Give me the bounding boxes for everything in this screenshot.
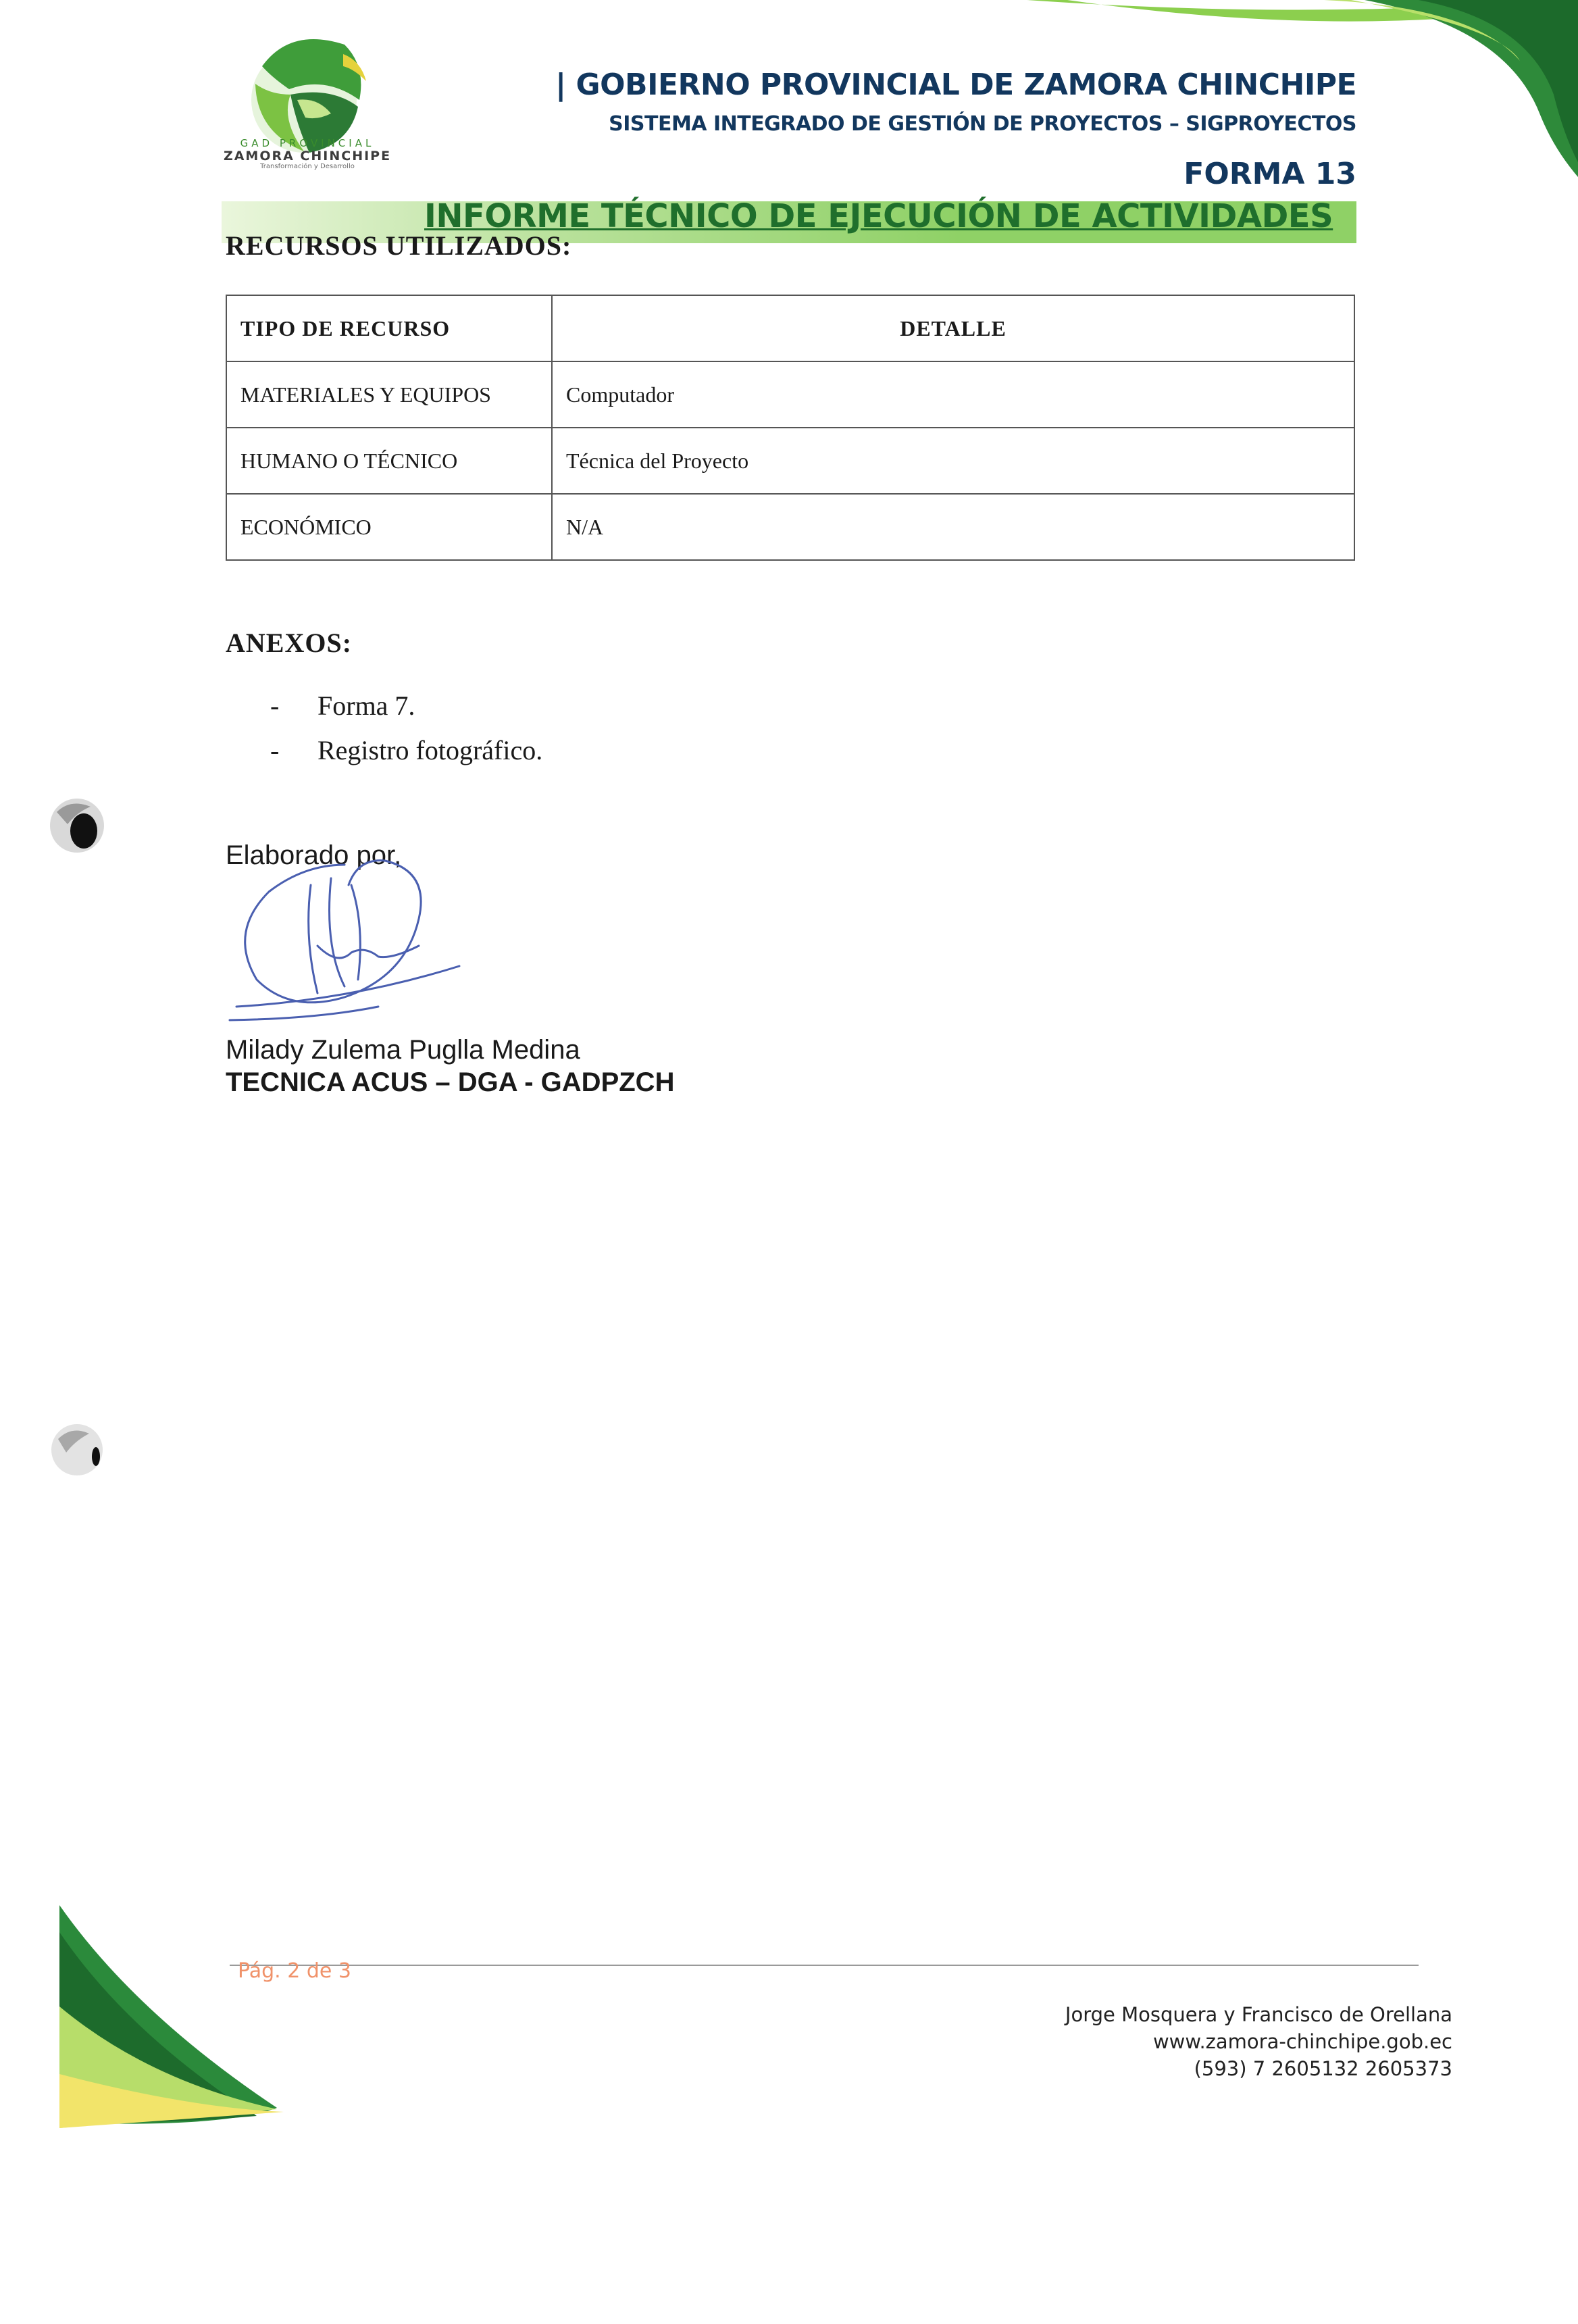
- binder-hole-top: [43, 792, 111, 859]
- footer-phone: (593) 7 2605132 2605373: [1194, 2057, 1452, 2080]
- column-header-detail: DETALLE: [552, 295, 1354, 361]
- footer-address: Jorge Mosquera y Francisco de Orellana: [1065, 2003, 1452, 2026]
- list-item: - Forma 7.: [270, 684, 542, 728]
- resource-type: ECONÓMICO: [226, 494, 552, 560]
- prepared-by-label: Elaborado por,: [226, 840, 402, 870]
- resource-type: MATERIALES Y EQUIPOS: [226, 361, 552, 428]
- footer-divider: [230, 1965, 1419, 1966]
- resource-detail: N/A: [552, 494, 1354, 560]
- footer-website: www.zamora-chinchipe.gob.ec: [1152, 2030, 1452, 2053]
- resource-detail: Computador: [552, 361, 1354, 428]
- list-item: - Registro fotográfico.: [270, 728, 542, 773]
- logo-line-2: ZAMORA CHINCHIPE: [223, 148, 392, 163]
- annexes-heading: ANEXOS:: [226, 628, 353, 658]
- signatory-name: Milady Zulema Puglla Medina: [226, 1035, 580, 1065]
- resources-heading: RECURSOS UTILIZADOS:: [226, 230, 572, 261]
- table-row: [226, 428, 1354, 494]
- logo-line-1: GAD PROVINCIAL: [240, 137, 375, 149]
- table-row: [226, 361, 1354, 428]
- resources-table: [226, 295, 1355, 561]
- logo-line-3: Transformación y Desarrollo: [260, 163, 355, 171]
- header-subtitle: SISTEMA INTEGRADO DE GESTIÓN DE PROYECTOS – SIGPROYECTOS: [609, 112, 1356, 136]
- form-number: FORMA 13: [1184, 157, 1356, 191]
- resource-type: HUMANO O TÉCNICO: [226, 428, 552, 494]
- binder-hole-bottom: [43, 1416, 111, 1484]
- table-row: [226, 494, 1354, 560]
- annexes-list: [270, 684, 542, 773]
- handwritten-signature: [216, 844, 500, 1040]
- signatory-role: TECNICA ACUS – DGA - GADPZCH: [226, 1067, 675, 1097]
- footer-contact: [1065, 2001, 1452, 2082]
- column-header-type: TIPO DE RECURSO: [226, 295, 552, 361]
- report-title: INFORME TÉCNICO DE EJECUCIÓN DE ACTIVIDADES: [424, 197, 1333, 235]
- page-number: Pág. 2 de 3: [238, 1959, 351, 1983]
- logo-text: [203, 138, 412, 170]
- header-title: | GOBIERNO PROVINCIAL DE ZAMORA CHINCHIPE: [555, 68, 1356, 102]
- table-header-row: [226, 295, 1354, 361]
- bottom-left-swoosh: [54, 1905, 338, 2135]
- resource-detail: Técnica del Proyecto: [552, 428, 1354, 494]
